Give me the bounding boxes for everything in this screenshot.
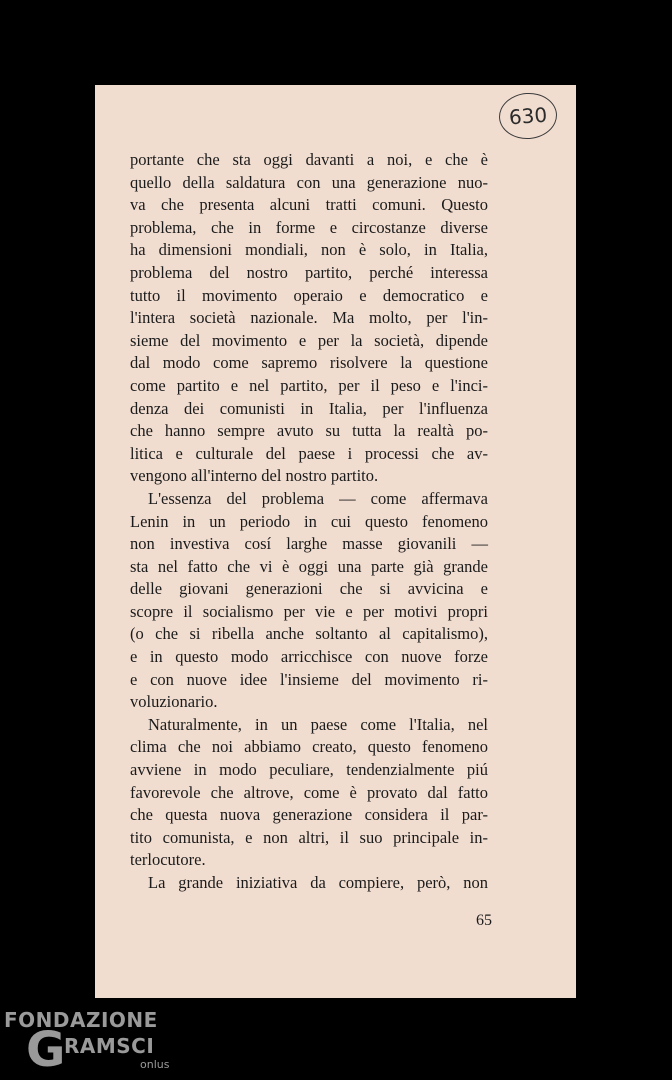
text-line: che questa nuova generazione considera il par- xyxy=(130,805,488,825)
text-line: Lenin in un periodo in cui questo fenomeno xyxy=(130,511,488,531)
text-line: delle giovani generazioni che si avvicina e xyxy=(130,579,488,599)
text-line: e con nuove idee l'insieme del movimento ri- xyxy=(130,669,488,689)
text-line: voluzionario. xyxy=(130,692,218,712)
text-line: problema del nostro partito, perché interessa xyxy=(130,262,488,282)
text-line: denza dei comunisti in Italia, per l'influenza xyxy=(130,398,488,418)
text-line: problema, che in forme e circostanze diverse xyxy=(130,217,488,237)
text-line: litica e culturale del paese i processi che av- xyxy=(130,443,488,463)
text-line: l'intera società nazionale. Ma molto, per l'in- xyxy=(130,308,488,328)
logo-rest-text: RAMSCI xyxy=(64,1034,155,1058)
text-line: sieme del movimento e per la società, dipende xyxy=(130,330,488,350)
fondazione-gramsci-logo xyxy=(4,1008,169,1080)
text-line: ha dimensioni mondiali, non è solo, in Italia, xyxy=(130,240,488,260)
text-line: portante che sta oggi davanti a noi, e che è xyxy=(130,150,488,169)
logo-g-letter: G xyxy=(26,1022,66,1078)
logo-onlus-text: onlus xyxy=(140,1058,170,1071)
text-line: Naturalmente, in un paese come l'Italia, nel xyxy=(148,714,488,734)
text-line: e in questo modo arricchisce con nuove forze xyxy=(130,647,488,667)
text-line: clima che noi abbiamo creato, questo fenomeno xyxy=(130,737,488,757)
text-line: va che presenta alcuni tratti comuni. Questo xyxy=(130,195,488,215)
text-line: L'essenza del problema — come affermava xyxy=(148,488,488,508)
text-line: non investiva cosí larghe masse giovanili — xyxy=(130,534,488,554)
logo-top-text: FONDAZIONE xyxy=(4,1008,158,1032)
text-line: scopre il socialismo per vie e per motivi propri xyxy=(130,601,488,621)
text-line: come partito e nel partito, per il peso e l'inci- xyxy=(130,375,488,395)
text-line: che hanno sempre avuto su tutta la realtà po- xyxy=(130,421,488,441)
body-text xyxy=(130,149,488,895)
text-line: avviene in modo peculiare, tendenzialmente piú xyxy=(130,760,488,780)
text-line: favorevole che altrove, come è provato dal fatto xyxy=(130,782,488,802)
text-line: tutto il movimento operaio e democratico e xyxy=(130,285,488,305)
text-line: terlocutore. xyxy=(130,850,206,870)
text-line: sta nel fatto che vi è oggi una parte già grande xyxy=(130,556,488,576)
text-line: quello della saldatura con una generazione nuo- xyxy=(130,172,488,192)
page-number: 65 xyxy=(476,912,492,929)
text-line: La grande iniziativa da compiere, però, non xyxy=(148,873,488,892)
text-line: dal modo come sapremo risolvere la questione xyxy=(130,353,488,373)
text-line: tito comunista, e non altri, il suo principale in- xyxy=(130,827,488,847)
book-page xyxy=(95,85,576,998)
handwritten-page-annotation: 630 xyxy=(497,91,558,141)
text-line: vengono all'interno del nostro partito. xyxy=(130,466,379,486)
text-line: (o che si ribella anche soltanto al capitalismo), xyxy=(130,624,488,644)
